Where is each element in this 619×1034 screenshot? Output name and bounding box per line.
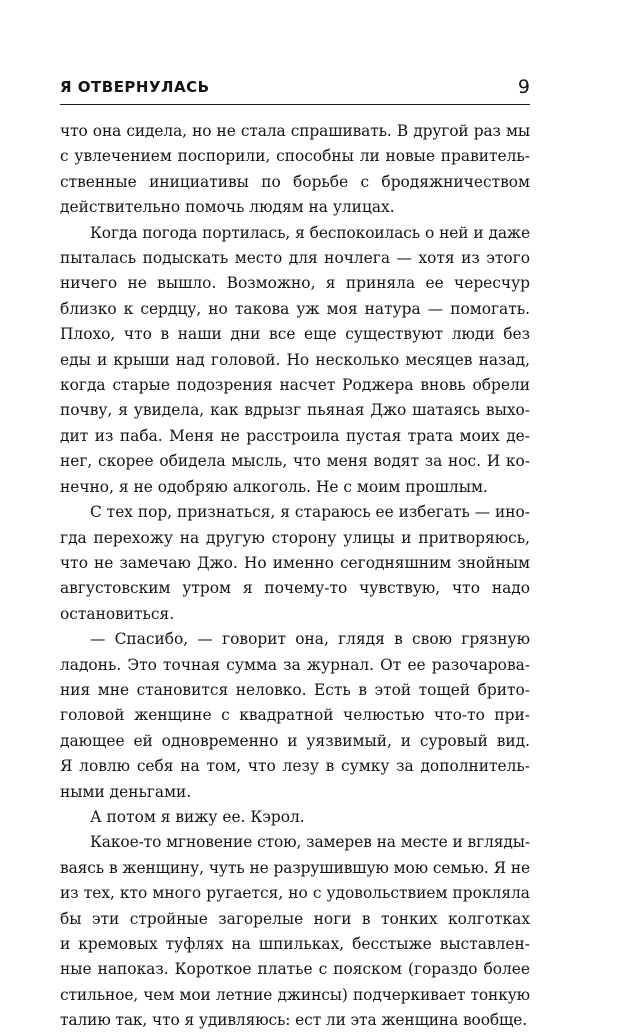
text-line: еды и крыши над головой. Но несколько месяцев назад, bbox=[60, 350, 530, 369]
paragraph bbox=[60, 119, 530, 221]
text-line: ваясь в женщину, чуть не разрушившую мою семью. Я не bbox=[60, 858, 530, 877]
text-line: ственные инициативы по борьбе с бродяжничеством bbox=[60, 172, 530, 191]
paragraph bbox=[60, 627, 530, 805]
text-line: ными деньгами. bbox=[60, 782, 192, 801]
text-line: Плохо, что в наши дни все еще существуют люди без bbox=[60, 325, 530, 344]
text-line: Я ловлю себя на том, что лезу в сумку за дополнитель- bbox=[60, 757, 530, 776]
text-line: С тех пор, признаться, я стараюсь ее избегать — ино- bbox=[90, 503, 530, 522]
text-line: ные напоказ. Короткое платье с пояском (гораздо более bbox=[60, 960, 530, 979]
text-line: талию так, что я удивляюсь: ест ли эта женщина вообще. bbox=[60, 1011, 528, 1030]
running-head bbox=[60, 76, 530, 104]
text-line: ничего не вышло. Возможно, я приняла ее чересчур bbox=[60, 274, 530, 293]
text-line: головой женщине с квадратной челюстью что-то при- bbox=[60, 706, 530, 725]
text-line: пыталась подыскать место для ночлега — хотя из этого bbox=[60, 249, 530, 268]
text-line: Когда погода портилась, я беспокоилась о ней и даже bbox=[90, 223, 530, 242]
text-line: близко к сердцу, но такова уж моя натура — помогать. bbox=[60, 299, 530, 318]
paragraph bbox=[60, 221, 530, 500]
header-rule bbox=[60, 104, 530, 105]
text-line: гда перехожу на другую сторону улицы и притворяюсь, bbox=[60, 528, 530, 547]
text-line: с увлечением поспорили, способны ли новые правитель- bbox=[60, 147, 530, 166]
paragraph bbox=[60, 805, 530, 830]
text-line: нег, скорее обидела мысль, что меня водят за нос. И ко- bbox=[60, 452, 530, 471]
text-line: А потом я вижу ее. Кэрол. bbox=[90, 807, 305, 826]
text-line: когда старые подозрения насчет Роджера вновь обрели bbox=[60, 376, 530, 395]
text-line: из тех, кто много ругается, но с удовольствием прокляла bbox=[60, 884, 530, 903]
text-line: стильное, чем мои летние джинсы) подчеркивает тонкую bbox=[60, 985, 530, 1004]
text-line: ния мне становится неловко. Есть в этой тощей брито- bbox=[60, 680, 530, 699]
text-line: что она сидела, но не стала спрашивать. В другой раз мы bbox=[60, 122, 530, 140]
paragraph bbox=[60, 830, 530, 1033]
text-line: — Спасибо, — говорит она, глядя в свою грязную bbox=[90, 630, 530, 649]
body-text bbox=[60, 119, 530, 1034]
text-line: почву, я увидела, как вдрызг пьяная Джо шатаясь выхо- bbox=[60, 401, 530, 420]
text-line: бы эти стройные загорелые ноги в тонких колготках bbox=[60, 909, 530, 928]
text-line: нечно, я не одобряю алкоголь. Не с моим прошлым. bbox=[60, 477, 488, 496]
page-number: 9 bbox=[517, 76, 530, 98]
text-line: остановиться. bbox=[60, 604, 175, 623]
text-line: августовским утром я почему-то чувствую, что надо bbox=[60, 579, 530, 598]
text-line: что не замечаю Джо. Но именно сегодняшним знойным bbox=[60, 553, 530, 572]
chapter-title: Я ОТВЕРНУЛАСЬ bbox=[60, 78, 210, 96]
text-line: Какое-то мгновение стою, замерев на месте и вгляды- bbox=[90, 833, 530, 852]
text-line: ладонь. Это точная сумма за журнал. От ее разочарова- bbox=[60, 655, 530, 674]
text-line: дающее ей одновременно и уязвимый, и суровый вид. bbox=[60, 731, 530, 750]
paragraph bbox=[60, 500, 530, 627]
text-line: действительно помочь людям на улицах. bbox=[60, 198, 395, 217]
text-line: и кремовых туфлях на шпильках, бесстыже выставлен- bbox=[60, 935, 530, 953]
text-line: дит из паба. Меня не расстроила пустая трата моих де- bbox=[60, 426, 530, 445]
